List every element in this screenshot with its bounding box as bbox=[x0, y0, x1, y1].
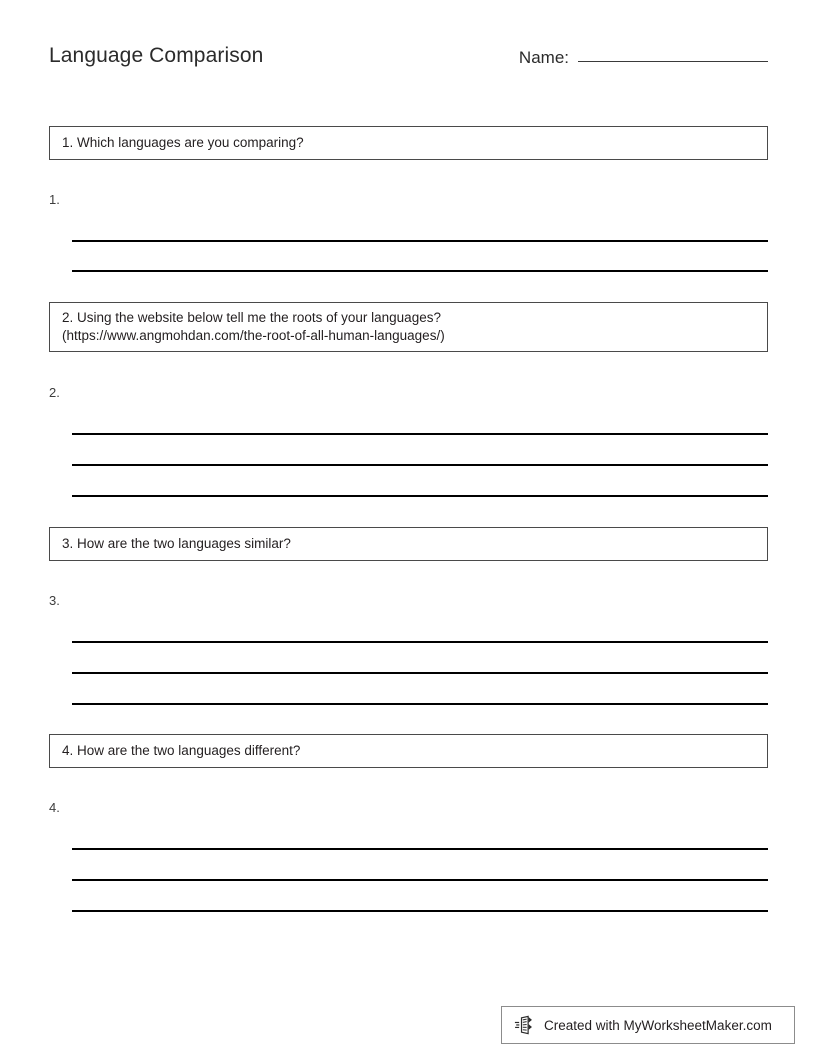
answer-line[interactable] bbox=[72, 848, 768, 850]
answer-number-2: 2. bbox=[49, 385, 60, 400]
question-prompt-4: 4. How are the two languages different? bbox=[62, 743, 301, 758]
answer-line[interactable] bbox=[72, 240, 768, 242]
footer-attribution-text: Created with MyWorksheetMaker.com bbox=[544, 1017, 772, 1033]
page-title: Language Comparison bbox=[49, 44, 264, 67]
question-box-3 bbox=[49, 527, 768, 561]
question-box-2 bbox=[49, 302, 768, 352]
answer-line[interactable] bbox=[72, 672, 768, 674]
question-prompt-2-url: (https://www.angmohdan.com/the-root-of-all-human-languages/) bbox=[62, 328, 445, 343]
worksheet-header bbox=[49, 44, 768, 88]
question-box-4 bbox=[49, 734, 768, 768]
answer-line[interactable] bbox=[72, 433, 768, 435]
name-field-group bbox=[519, 48, 768, 68]
question-prompt-1: 1. Which languages are you comparing? bbox=[62, 135, 304, 150]
answer-line[interactable] bbox=[72, 641, 768, 643]
answer-line[interactable] bbox=[72, 879, 768, 881]
question-prompt-3: 3. How are the two languages similar? bbox=[62, 536, 291, 551]
worksheet-maker-logo-icon bbox=[514, 1014, 536, 1036]
answer-line[interactable] bbox=[72, 270, 768, 272]
answer-line[interactable] bbox=[72, 910, 768, 912]
answer-line[interactable] bbox=[72, 495, 768, 497]
answer-number-4: 4. bbox=[49, 800, 60, 815]
answer-line[interactable] bbox=[72, 703, 768, 705]
answer-block-1 bbox=[49, 192, 768, 288]
answer-block-2 bbox=[49, 385, 768, 511]
footer-attribution-badge[interactable] bbox=[501, 1006, 795, 1044]
answer-block-3 bbox=[49, 593, 768, 719]
answer-number-3: 3. bbox=[49, 593, 60, 608]
answer-line[interactable] bbox=[72, 464, 768, 466]
answer-number-1: 1. bbox=[49, 192, 60, 207]
question-box-1 bbox=[49, 126, 768, 160]
name-input-line[interactable] bbox=[578, 61, 768, 62]
name-label: Name: bbox=[518, 48, 569, 67]
answer-block-4 bbox=[49, 800, 768, 926]
question-prompt-2: 2. Using the website below tell me the roots of your languages? bbox=[62, 310, 441, 325]
